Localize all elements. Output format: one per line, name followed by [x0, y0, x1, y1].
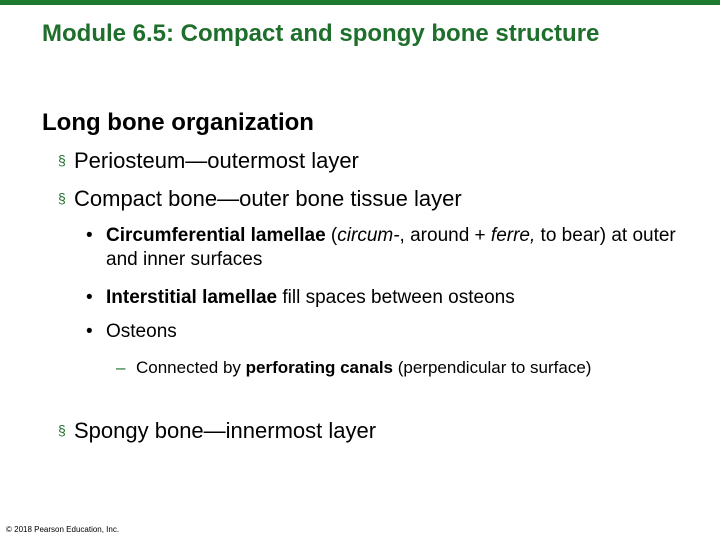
square-bullet-icon: § [58, 190, 66, 206]
term-bold: perforating canals [245, 358, 394, 377]
bullet-periosteum [58, 146, 359, 175]
bullet-text: Spongy bone—innermost layer [74, 418, 377, 443]
dot-bullet-icon: • [86, 225, 93, 246]
term-bold: Circumferential lamellae [106, 225, 326, 246]
sub-sub-bullet-text: Connected by perforating canals (perpendicular to surface) [136, 358, 592, 377]
top-accent-bar [0, 0, 720, 5]
bullet-spongy-bone [58, 416, 376, 445]
square-bullet-icon: § [58, 152, 66, 168]
sub-bullet-circumferential [86, 224, 696, 272]
copyright-footer: © 2018 Pearson Education, Inc. [6, 525, 120, 534]
dot-bullet-icon: • [86, 321, 93, 342]
bullet-text: Compact bone—outer bone tissue layer [74, 186, 462, 211]
square-bullet-icon: § [58, 422, 66, 438]
sub-bullet-osteons [86, 320, 696, 344]
term-bold: Interstitial lamellae [106, 287, 278, 308]
term-italic: ferre, [490, 225, 536, 246]
sub-sub-bullet-connected [116, 356, 696, 379]
sub-bullet-text: Osteons [106, 321, 177, 342]
section-heading: Long bone organization [42, 109, 314, 136]
sub-bullet-interstitial [86, 286, 696, 310]
term-italic: circum- [337, 225, 400, 246]
sub-bullet-text: Interstitial lamellae fill spaces between osteons [106, 287, 515, 308]
sub-bullet-text: Circumferential lamellae (circum-, around + ferre, to bear) at outer and inner surfaces [106, 225, 676, 270]
dot-bullet-icon: • [86, 287, 93, 308]
bullet-compact-bone [58, 184, 462, 213]
bullet-text: Periosteum—outermost layer [74, 148, 359, 173]
slide-title: Module 6.5: Compact and spongy bone structure [42, 20, 600, 47]
dash-bullet-icon: – [116, 358, 126, 377]
